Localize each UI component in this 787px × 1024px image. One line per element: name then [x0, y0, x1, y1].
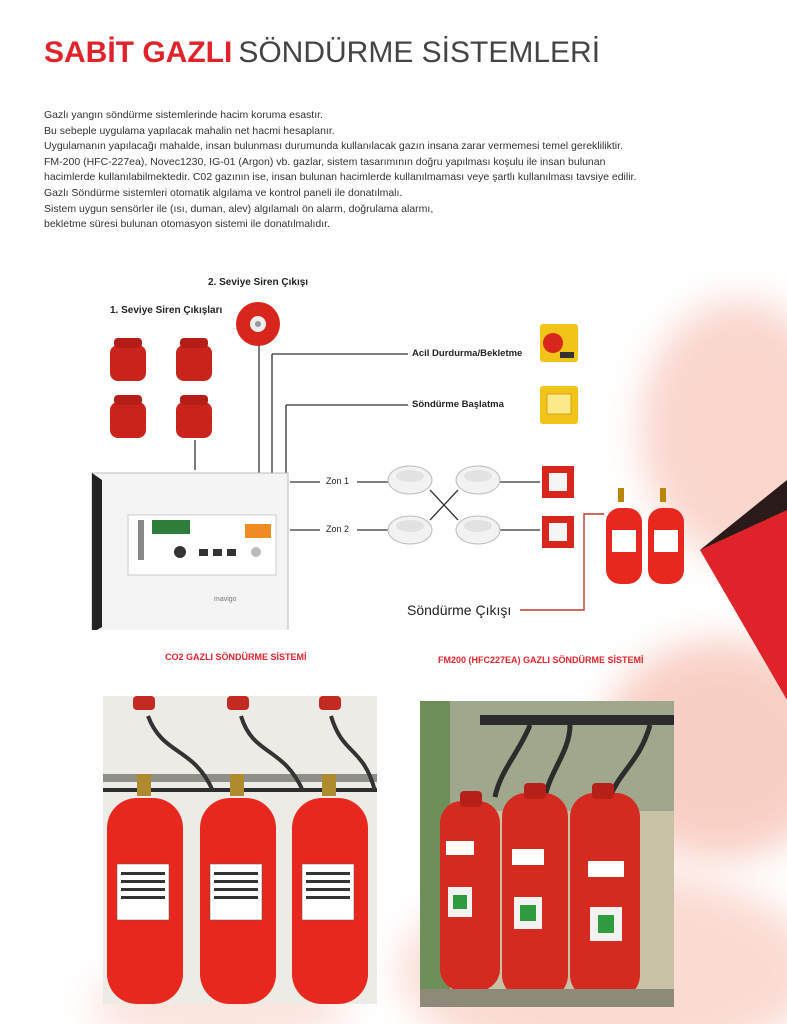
- fm200-system-photo: [420, 701, 674, 1007]
- intro-text: [44, 108, 684, 233]
- gas-cylinder-icon: [606, 488, 642, 584]
- intro-line: Gazlı yangın söndürme sistemlerinde hacim koruma esastır.: [44, 109, 323, 121]
- siren-icon: [110, 338, 146, 381]
- smoke-detector-icon: [456, 516, 500, 544]
- smoke-detector-icon: [456, 466, 500, 494]
- release-button-icon: [540, 386, 578, 424]
- emergency-stop-label: Acil Durdurma/Bekletme: [412, 348, 523, 359]
- level1-sirens-label: 1. Seviye Siren Çıkışları: [110, 305, 223, 316]
- extinguish-output-label: Söndürme Çıkışı: [407, 602, 512, 618]
- manual-call-point-icon: [542, 466, 574, 498]
- manual-call-point-icon: [542, 516, 574, 548]
- level2-siren-label: 2. Seviye Siren Çıkışı: [208, 277, 309, 288]
- release-start-label: Söndürme Başlatma: [412, 399, 504, 410]
- intro-line: Bu sebeple uygulama yapılacak mahalin net hacmi hesaplanır.: [44, 124, 335, 137]
- siren-icon: [110, 395, 146, 438]
- zone1-label: Zon 1: [326, 476, 350, 486]
- title-bold: SABİT GAZLI: [44, 36, 233, 69]
- siren-icon: [176, 395, 212, 438]
- co2-caption: CO2 GAZLI SÖNDÜRME SİSTEMİ: [165, 652, 307, 662]
- intro-line: bekletme süresi bulunan otomasyon sistemi ile donatılmalıdır.: [44, 218, 330, 231]
- panel-brand-label: mavigo: [214, 596, 237, 603]
- control-panel: [92, 473, 288, 630]
- fm200-caption: FM200 (HFC227EA) GAZLI SÖNDÜRME SİSTEMİ: [438, 655, 644, 665]
- intro-line: Sistem uygun sensörler ile (ısı, duman, alev) algılamalı ön alarm, doğrulama alarmı,: [44, 202, 434, 215]
- siren-icon: [176, 338, 212, 381]
- intro-line: Gazlı Söndürme sistemleri otomatik algılama ve kontrol paneli ile donatılmalı.: [44, 186, 403, 199]
- bell-siren-icon: [236, 302, 280, 346]
- intro-line: hacimlerde kullanılabilmektedir. C02 gazının ise, insan bulunan hacimlerde kullanılmaması veye şartlı kullanılması tavsiye edilir.: [44, 171, 637, 184]
- zone2-label: Zon 2: [326, 524, 350, 534]
- page-title: [44, 36, 600, 70]
- smoke-detector-icon: [388, 516, 432, 544]
- smoke-detector-icon: [388, 466, 432, 494]
- emergency-stop-icon: [540, 324, 578, 362]
- intro-line: Uygulamanın yapılacağı mahalde, insan bulunması durumunda kullanılacak gazın insana zarar vermemesi temel gerekliliktir.: [44, 140, 623, 153]
- intro-line: FM-200 (HFC-227ea), Novec1230, IG-01 (Argon) vb. gazlar, sistem tasarımının doğru yapılması koşulu ile insan bulunan: [44, 155, 606, 168]
- co2-system-photo: [103, 696, 377, 1004]
- title-regular: SÖNDÜRME SİSTEMLERİ: [238, 36, 601, 69]
- system-diagram: [0, 270, 787, 630]
- gas-cylinder-icon: [648, 488, 684, 584]
